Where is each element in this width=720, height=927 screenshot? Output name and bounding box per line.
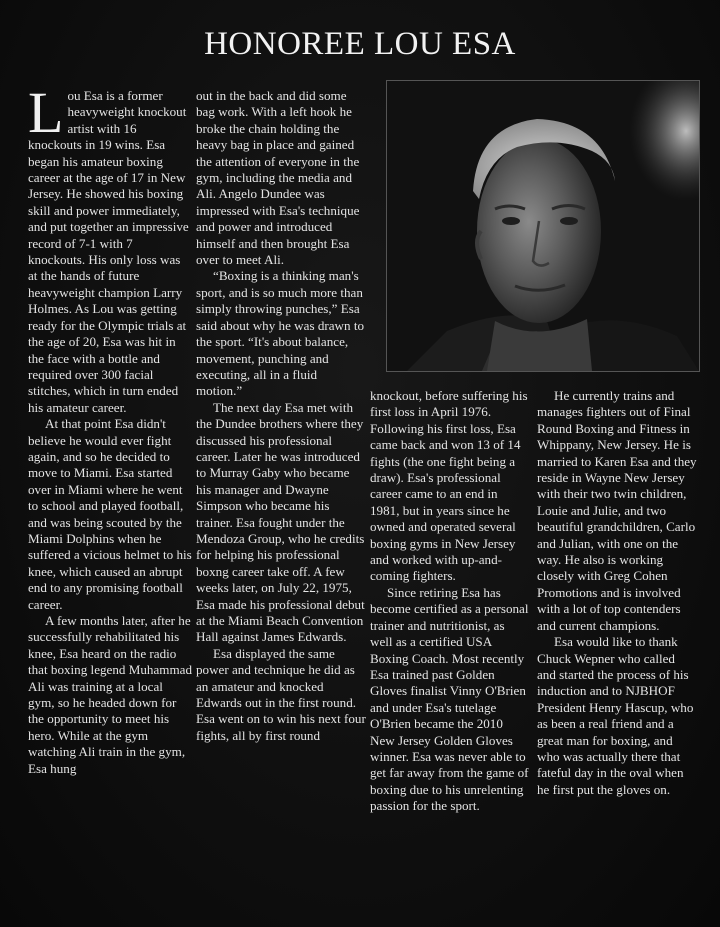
article-paragraph: out in the back and did some bag work. With a left hook he broke the chain holding the heavy bag in place and gained the attention of everyone in the gym, including the media and Ali. Angelo Dundee was impressed with Esa's technique and power and introduced himself and then brought Esa over to meet Ali. (196, 88, 360, 268)
article-column-1 (28, 80, 193, 777)
article-paragraph: knockout, before suffering his first loss in April 1976. Following his first loss, Esa came back and won 13 of 14 fights (the one fight being a draw). Esa's professional career came to an end in 1981, but in years since he owned and operated several boxing gyms in New Jersey and worked with up-and-coming fighters. (370, 388, 528, 584)
portrait-illustration (387, 81, 699, 371)
article-paragraph: Esa would like to thank Chuck Wepner who called and started the process of his induction and to NJBHOF President Henry Hascup, who as been a real friend and a great man for boxing, and who was actually there that fateful day in the oval when he first put the gloves on. (537, 634, 694, 797)
article-column-4 (537, 388, 697, 798)
paragraph-text: ou Esa is a former heavyweight knockout artist with 16 knockouts in 19 wins. Esa began his amateur boxing career at the age of 17 in New Jersey. He showed his boxing skill and power immediately, and put together an impressive record of 7-1 with 7 knockouts. His only loss was at the hands of future heavyweight champion Larry Holmes. As Lou was getting ready for the Olympic trials at the age of 20, Esa was hit in the face with a bottle and required over 300 facial stitches, which in turn ended his amateur career. (28, 88, 189, 415)
article-paragraph: He currently trains and manages fighters out of Final Round Boxing and Fitness in Whippany, New Jersey. He is married to Karen Esa and they reside in Wayne New Jersey with their two twin children, Louie and Julie, and two beautiful grandchildren, Carlo and Julian, with one on the way. He also is working closely with Greg Cohen Promotions and is involved with a lot of top contenders and current champions. (537, 388, 697, 633)
article-paragraph: Esa displayed the same power and technique he did as an amateur and knocked Edwards out in the first round. Esa went on to win his next four fights, all by first round (196, 645, 366, 743)
article-paragraph: Since retiring Esa has become certified as a personal trainer and nutritionist, as well as a certified USA Boxing Coach. Most recently Esa trained past Golden Gloves finalist Vinny O'Brien and under Esa's tutelage O'Brien became the 2010 New Jersey Golden Gloves winner. Esa was never able to get far away from the game of boxing due to his unrelenting passion for the sport. (370, 584, 529, 814)
article-paragraph: At that point Esa didn't believe he would ever fight again, and so he decided to move to Miami. Esa started over in Miami where he went to school and played football, and was being scouted by the Miami Dolphins when he suffered a vicious helmet to his knee, which caused an abrupt end to any promising football career. (28, 416, 192, 612)
article-title: HONOREE LOU ESA (204, 26, 516, 62)
drop-cap: L (28, 80, 64, 145)
article-column-2 (196, 88, 366, 744)
article-paragraph: A few months later, after he successfully rehabilitated his knee, Esa heard on the radio that boxing legend Muhammad Ali was training at a local gym, so he headed down for the opportunity to meet his hero. While at the gym watching Ali train in the gym, Esa hung (28, 613, 193, 776)
article-paragraph (28, 80, 192, 416)
article-column-3 (370, 388, 530, 815)
portrait-photo (386, 80, 700, 372)
article-paragraph: The next day Esa met with the Dundee brothers where they discussed his professional career. Later he was introduced to Murray Gaby who became his manager and Dwayne Simpson who became his trainer. Esa fought under the Mendoza Group, who he credits for helping his professional boxng career take off. A few weeks later, on July 22, 1975, Esa made his professional debut at the Miami Beach Convention Hall against James Edwards. (196, 399, 365, 645)
article-paragraph: “Boxing is a thinking man's sport, and is so much more than simply throwing punches,” Esa said about why he was drawn to the sport. “It's about balance, movement, punching and executing, all in a fluid motion.” (196, 268, 365, 399)
